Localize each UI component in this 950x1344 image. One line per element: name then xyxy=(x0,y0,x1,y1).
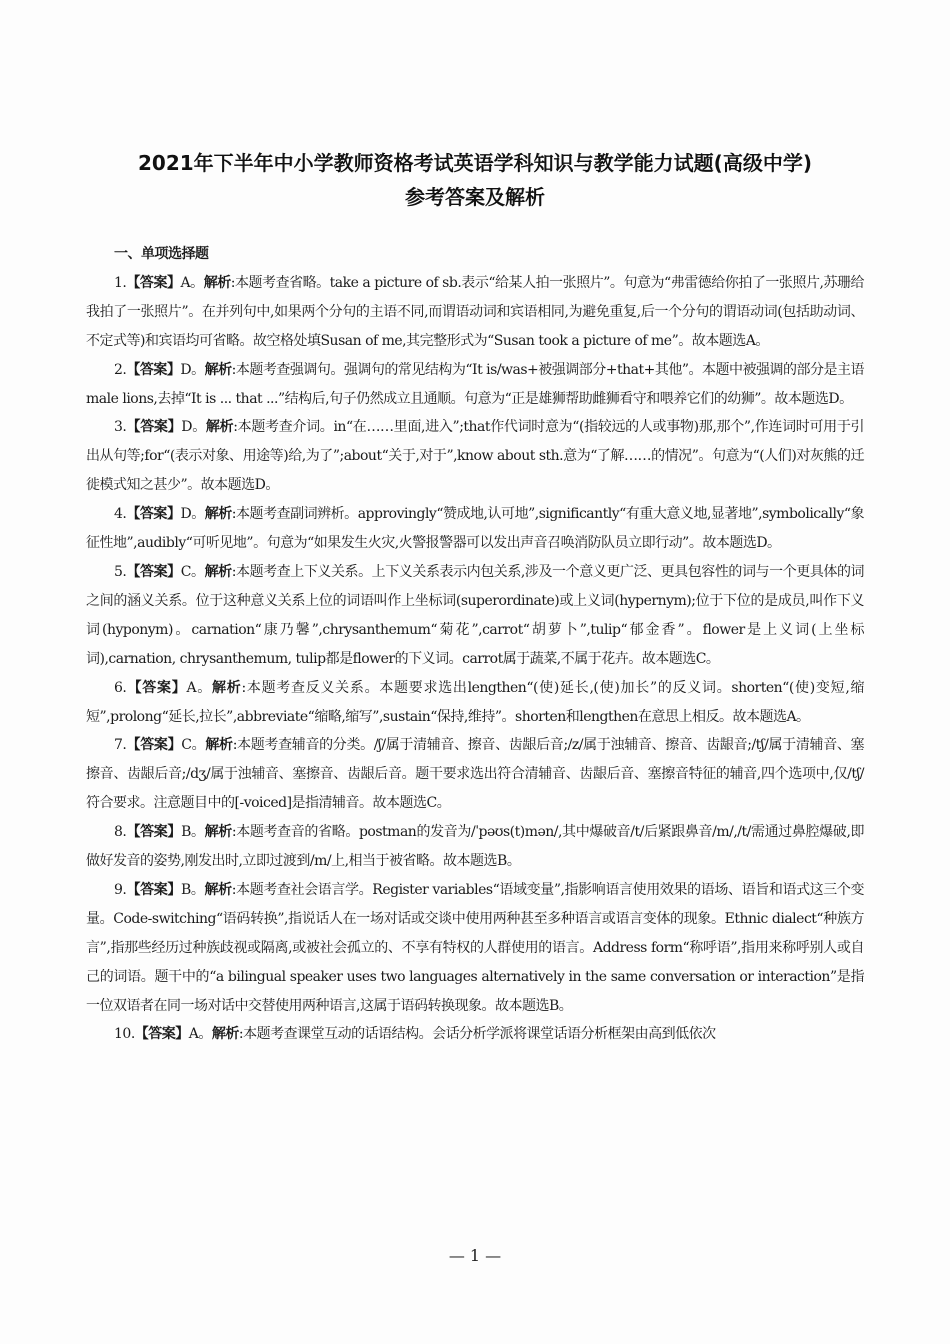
answer-word: 答案 xyxy=(139,274,167,291)
item-number: 6. xyxy=(114,679,127,696)
bracket-close: 】 xyxy=(167,881,181,898)
answer-word: 答案 xyxy=(140,737,168,754)
answer-word: 答案 xyxy=(142,679,172,696)
bracket-close: 】 xyxy=(166,274,181,291)
answer-label xyxy=(126,275,180,291)
bracket-open: 【 xyxy=(126,563,140,580)
answer-item xyxy=(86,876,864,1021)
analysis-label: 解析 xyxy=(205,737,233,754)
analysis-label: 解析 xyxy=(212,679,242,696)
item-number: 1. xyxy=(114,274,127,291)
bracket-close: 】 xyxy=(171,679,187,696)
title-line-1: 2021年下半年中小学教师资格考试英语学科知识与教学能力试题(高级中学) xyxy=(138,151,812,175)
answer-label xyxy=(126,680,186,696)
analysis-text: :本题考查音的省略。postman的发音为/ˈpəʊs(t)mən/,其中爆破音/t/后紧跟鼻音/m/,/t/需通过鼻腔爆破,即做好发音的姿势,刚发出时,立即过渡到/m/上,相当于被省略。故本题选B。 xyxy=(86,824,865,870)
answer-label xyxy=(135,1026,189,1042)
bracket-open: 【 xyxy=(126,824,141,841)
answer-item xyxy=(86,500,864,558)
bracket-close: 】 xyxy=(175,1026,189,1043)
analysis-label: 解析 xyxy=(204,881,232,898)
bracket-close: 】 xyxy=(167,563,181,580)
answer-word: 答案 xyxy=(140,881,168,898)
answer-choice: D。 xyxy=(181,419,206,436)
answer-item xyxy=(86,731,864,818)
answer-item xyxy=(86,269,864,356)
bracket-close: 】 xyxy=(167,419,182,436)
answer-item xyxy=(86,558,864,674)
document-title xyxy=(70,146,880,214)
analysis-label: 解析 xyxy=(205,419,234,436)
answer-item xyxy=(86,818,864,876)
analysis-label: 解析 xyxy=(211,1026,239,1043)
analysis-label: 解析 xyxy=(204,824,232,841)
bracket-open: 【 xyxy=(134,1026,149,1043)
analysis-label: 解析 xyxy=(204,563,232,580)
answer-item xyxy=(86,1020,864,1049)
item-number: 10. xyxy=(114,1026,135,1043)
bracket-open: 【 xyxy=(126,361,140,378)
section-heading: 一、单项选择题 xyxy=(114,246,209,262)
analysis-label: 解析 xyxy=(204,506,232,523)
answer-label xyxy=(126,506,180,522)
answer-choice: D。 xyxy=(180,361,205,378)
answer-item xyxy=(86,674,864,732)
analysis-label: 解析 xyxy=(203,274,231,291)
analysis-text: :本题考查反义关系。本题要求选出lengthen“(使)延长,(使)加长”的反义词。shorten“(使)变短,缩短”,prolong“延长,拉长”,abbreviate“缩略,缩写”,sustain“保持,维持”。shorten和lengthen在意思上相反。故本题选A。 xyxy=(86,679,864,725)
answer-word: 答案 xyxy=(139,506,167,523)
answer-choice: A。 xyxy=(180,274,204,291)
bracket-open: 【 xyxy=(126,679,143,696)
item-number: 8. xyxy=(114,824,127,841)
item-number: 9. xyxy=(114,881,127,898)
bracket-open: 【 xyxy=(126,274,140,291)
bracket-close: 】 xyxy=(167,824,182,841)
analysis-text: :本题考查社会语言学。Register variables“语域变量”,指影响语言使用效果的语场、语旨和语式这三个变量。Code-switching“语码转换”,指说话人在一场对话或交谈中使用两种甚至多种语言或语言变体的现象。Ethnic dialect“种族方言”,指那些经历过种族歧视或隔离,或被社会孤立的、不享有特权的人群使用的语言。Address form“称呼语”,指用来称呼别人或自己的词语。题干中的“a bilingual speaker uses two languages alternatively in the same conversation or interaction”是指一位双语者在同一场对话中交替使用两种语言,这属于语码转换现象。故本题选B。 xyxy=(86,881,865,1014)
analysis-label: 解析 xyxy=(204,361,232,378)
answer-choice: B。 xyxy=(180,881,205,898)
analysis-text: :本题考查省略。take a picture of sb.表示“给某人拍一张照片”。句意为“弗雷德给你拍了一张照片,苏珊给我拍了一张照片”。在并列句中,如果两个分句的主语不同,而谓语动词和宾语相同,为避免重复,后一个分句的谓语动词(包括助动词、不定式等)和宾语均可省略。故空格处填Susan of me,其完整形式为“Susan took a picture of me”。故本题选A。 xyxy=(86,274,865,349)
answer-label xyxy=(126,882,181,898)
answer-word: 答案 xyxy=(140,824,168,841)
title-line-2: 参考答案及解析 xyxy=(405,185,545,209)
answer-label xyxy=(126,362,180,378)
item-number: 4. xyxy=(114,506,127,523)
item-number: 7. xyxy=(114,737,127,754)
bracket-open: 【 xyxy=(126,881,141,898)
answer-item xyxy=(86,413,864,500)
answer-label xyxy=(126,737,181,753)
answer-label xyxy=(126,419,181,435)
analysis-text: :本题考查副词辨析。approvingly“赞成地,认可地”,significantly“有重大意义地,显著地”,symbolically“象征性地”,audibly“可听见地”。句意为“如果发生火灾,火警报警器可以发出声音召唤消防队员立即行动”。故本题选D。 xyxy=(86,506,865,552)
answer-list xyxy=(86,269,864,1049)
answer-word: 答案 xyxy=(139,361,167,378)
answer-choice: A。 xyxy=(186,679,212,696)
item-number: 3. xyxy=(114,419,127,436)
analysis-text: :本题考查强调句。强调句的常见结构为“It is/was+被强调部分+that+其他”。本题中被强调的部分是主语male lions,去掉“It is ... that ...”结构后,句子仍然成立且通顺。句意为“正是雄狮帮助雌狮看守和喂养它们的幼狮”。故本题选D。 xyxy=(86,361,865,407)
analysis-text: :本题考查辅音的分类。/ʃ/属于清辅音、擦音、齿龈后音;/z/属于浊辅音、擦音、齿龈音;/tʃ/属于清辅音、塞擦音、齿龈后音;/dʒ/属于浊辅音、塞擦音、齿龈后音。题干要求选出符合清辅音、齿龈后音、塞擦音特征的辅音,四个选项中,仅/tʃ/符合要求。注意题目中的[-voiced]是指清辅音。故本题选C。 xyxy=(86,737,865,812)
answer-item xyxy=(86,356,864,414)
answer-choice: A。 xyxy=(188,1026,212,1043)
bracket-open: 【 xyxy=(126,419,141,436)
answer-choice: C。 xyxy=(180,563,205,580)
answer-word: 答案 xyxy=(140,419,168,436)
bracket-open: 【 xyxy=(126,506,140,523)
bracket-open: 【 xyxy=(126,737,141,754)
answer-word: 答案 xyxy=(148,1026,176,1043)
answer-label xyxy=(126,824,181,840)
answer-choice: B。 xyxy=(181,824,205,841)
item-number: 2. xyxy=(114,361,127,378)
bracket-close: 】 xyxy=(166,506,181,523)
page-number: — 1 — xyxy=(448,1246,502,1265)
answer-label xyxy=(126,564,180,580)
answer-choice: C。 xyxy=(181,737,206,754)
analysis-text: :本题考查课堂互动的话语结构。会话分析学派将课堂话语分析框架由高到低依次 xyxy=(238,1026,716,1043)
item-number: 5. xyxy=(114,563,127,580)
answer-word: 答案 xyxy=(140,563,168,580)
bracket-close: 】 xyxy=(166,361,181,378)
document-body xyxy=(86,240,864,1049)
answer-choice: D。 xyxy=(180,506,205,523)
analysis-text: :本题考查介词。in“在……里面,进入”;that作代词时意为“(指较远的人或事物)那,那个”,作连词时可用于引出从句等;for“(表示对象、用途等)给,为了”;about“关于,对于”,know about sth.意为“了解……的情况”。句意为“(人们)对灰熊的迁徙模式知之甚少”。故本题选D。 xyxy=(86,419,865,494)
bracket-close: 】 xyxy=(167,737,182,754)
analysis-text: :本题考查上下义关系。上下义关系表示内包关系,涉及一个意义更广泛、更具包容性的词与一个更具体的词之间的涵义关系。位于这种意义关系上位的词语叫作上坐标词(superordinate)或上义词(hypernym);位于下位的是成员,叫作下义词(hyponym)。carnation“康乃馨”,chrysanthemum“菊花”,carrot“胡萝卜”,tulip“郁金香”。flower是上义词(上坐标词),carnation, chrysanthemum, tulip都是flower的下义词。carrot属于蔬菜,不属于花卉。故本题选C。 xyxy=(86,563,865,667)
